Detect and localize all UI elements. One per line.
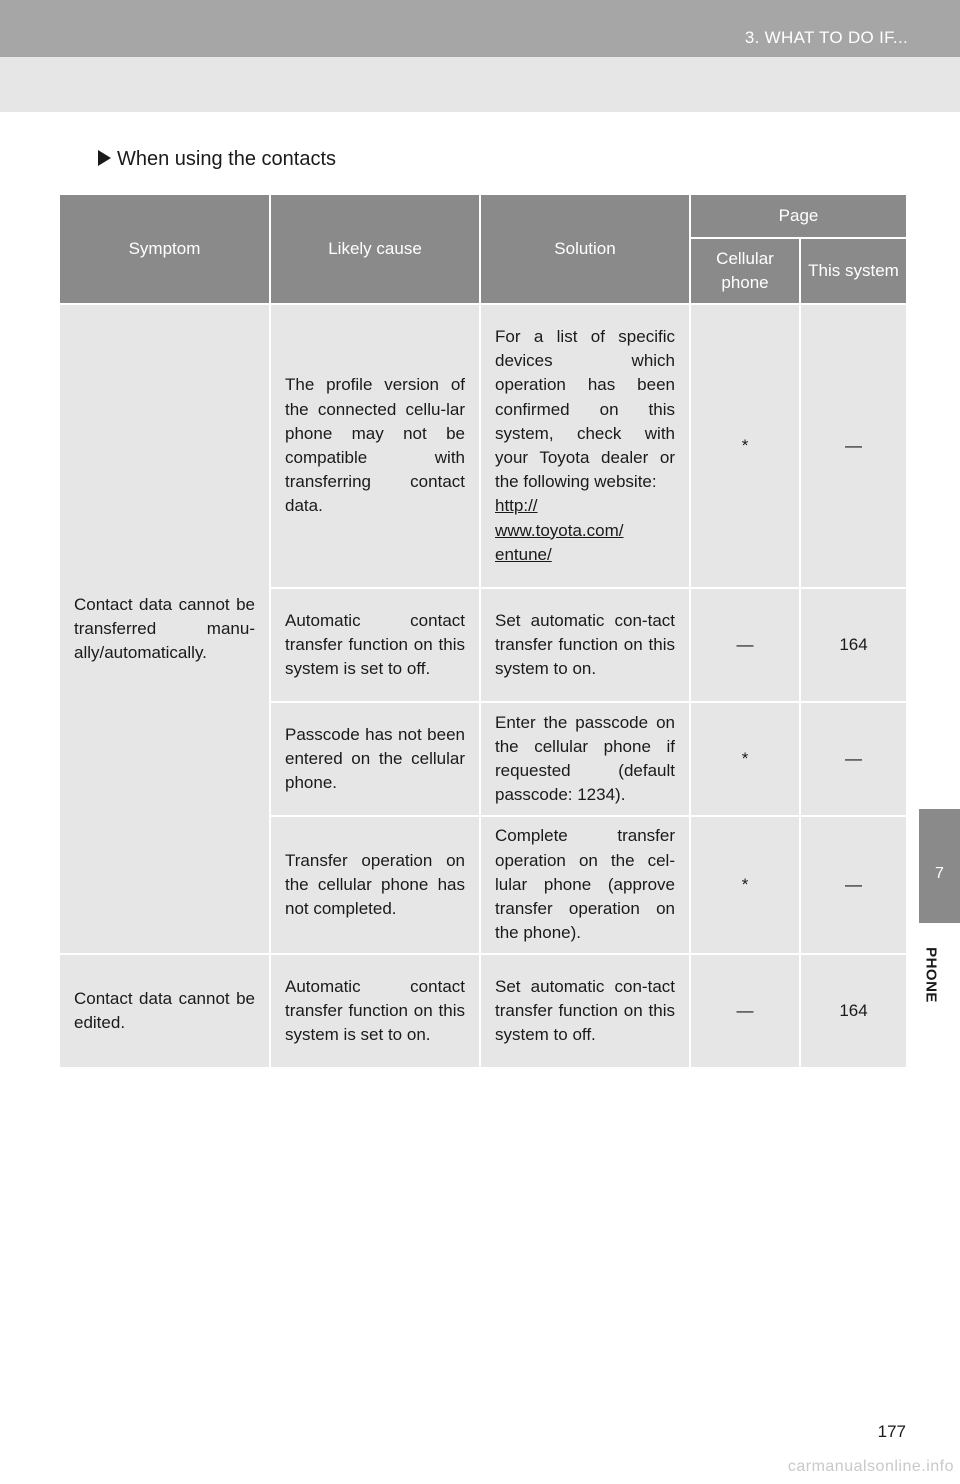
solution-cell: Complete transfer operation on the cel-lular phone (approve transfer operation on the phone). — [480, 816, 690, 954]
cause-cell: Automatic contact transfer function on this system is set to on. — [270, 954, 480, 1068]
solution-text: For a list of specific devices which operation has been confirmed on this system, check with your Toyota dealer or the following website: — [495, 326, 675, 492]
page-number: 177 — [877, 1422, 906, 1441]
chapter-tab — [919, 809, 960, 923]
cause-cell: The profile version of the connected cellu-lar phone may not be compatible with transferring contact data. — [270, 304, 480, 588]
section-heading — [98, 148, 336, 171]
header-solution: Solution — [480, 195, 690, 304]
triangle-bullet-icon — [98, 150, 111, 166]
cellular-page-cell: * — [690, 702, 800, 816]
cause-cell: Passcode has not been entered on the cellular phone. — [270, 702, 480, 816]
header-sub-band — [0, 57, 960, 112]
troubleshooting-table — [60, 195, 906, 1069]
section-heading-text: When using the contacts — [117, 148, 337, 170]
cellular-page-cell: * — [690, 304, 800, 588]
system-page-cell: — — [800, 702, 906, 816]
header-cellular-phone: Cellular phone — [690, 238, 800, 304]
header-likely-cause: Likely cause — [270, 195, 480, 304]
header-page: Page — [690, 195, 906, 238]
system-page-cell: 164 — [800, 954, 906, 1068]
website-link-part[interactable]: www.toyota.com/ — [495, 520, 624, 540]
website-link-part[interactable]: entune/ — [495, 544, 552, 564]
cellular-page-cell: — — [690, 588, 800, 702]
symptom-cell: Contact data cannot be edited. — [60, 954, 270, 1068]
chapter-number: 7 — [935, 865, 944, 882]
header-symptom: Symptom — [60, 195, 270, 304]
chapter-header-title: 3. WHAT TO DO IF... — [744, 28, 908, 47]
website-link-part[interactable]: http:// — [495, 496, 538, 516]
solution-cell — [480, 304, 690, 588]
solution-cell: Set automatic con-tact transfer function on this system to off. — [480, 954, 690, 1068]
chapter-side-label-text: PHONE — [922, 947, 940, 1003]
table-row — [60, 304, 906, 588]
header-this-system: This system — [800, 238, 906, 304]
cause-cell: Transfer operation on the cellular phone has not completed. — [270, 816, 480, 954]
symptom-cell: Contact data cannot be transferred manu-ally/automatically. — [60, 304, 270, 954]
watermark: carmanualsonline.info — [787, 1458, 954, 1475]
table-row — [60, 954, 906, 1068]
cellular-page-cell: — — [690, 954, 800, 1068]
cellular-page-cell: * — [690, 816, 800, 954]
system-page-cell: — — [800, 304, 906, 588]
chapter-side-label — [921, 940, 941, 1010]
system-page-cell: 164 — [800, 588, 906, 702]
system-page-cell: — — [800, 816, 906, 954]
header-band — [0, 0, 960, 57]
cause-cell: Automatic contact transfer function on this system is set to off. — [270, 588, 480, 702]
solution-cell: Enter the passcode on the cellular phone if requested (default passcode: 1234). — [480, 702, 690, 816]
solution-cell: Set automatic con-tact transfer function on this system to on. — [480, 588, 690, 702]
